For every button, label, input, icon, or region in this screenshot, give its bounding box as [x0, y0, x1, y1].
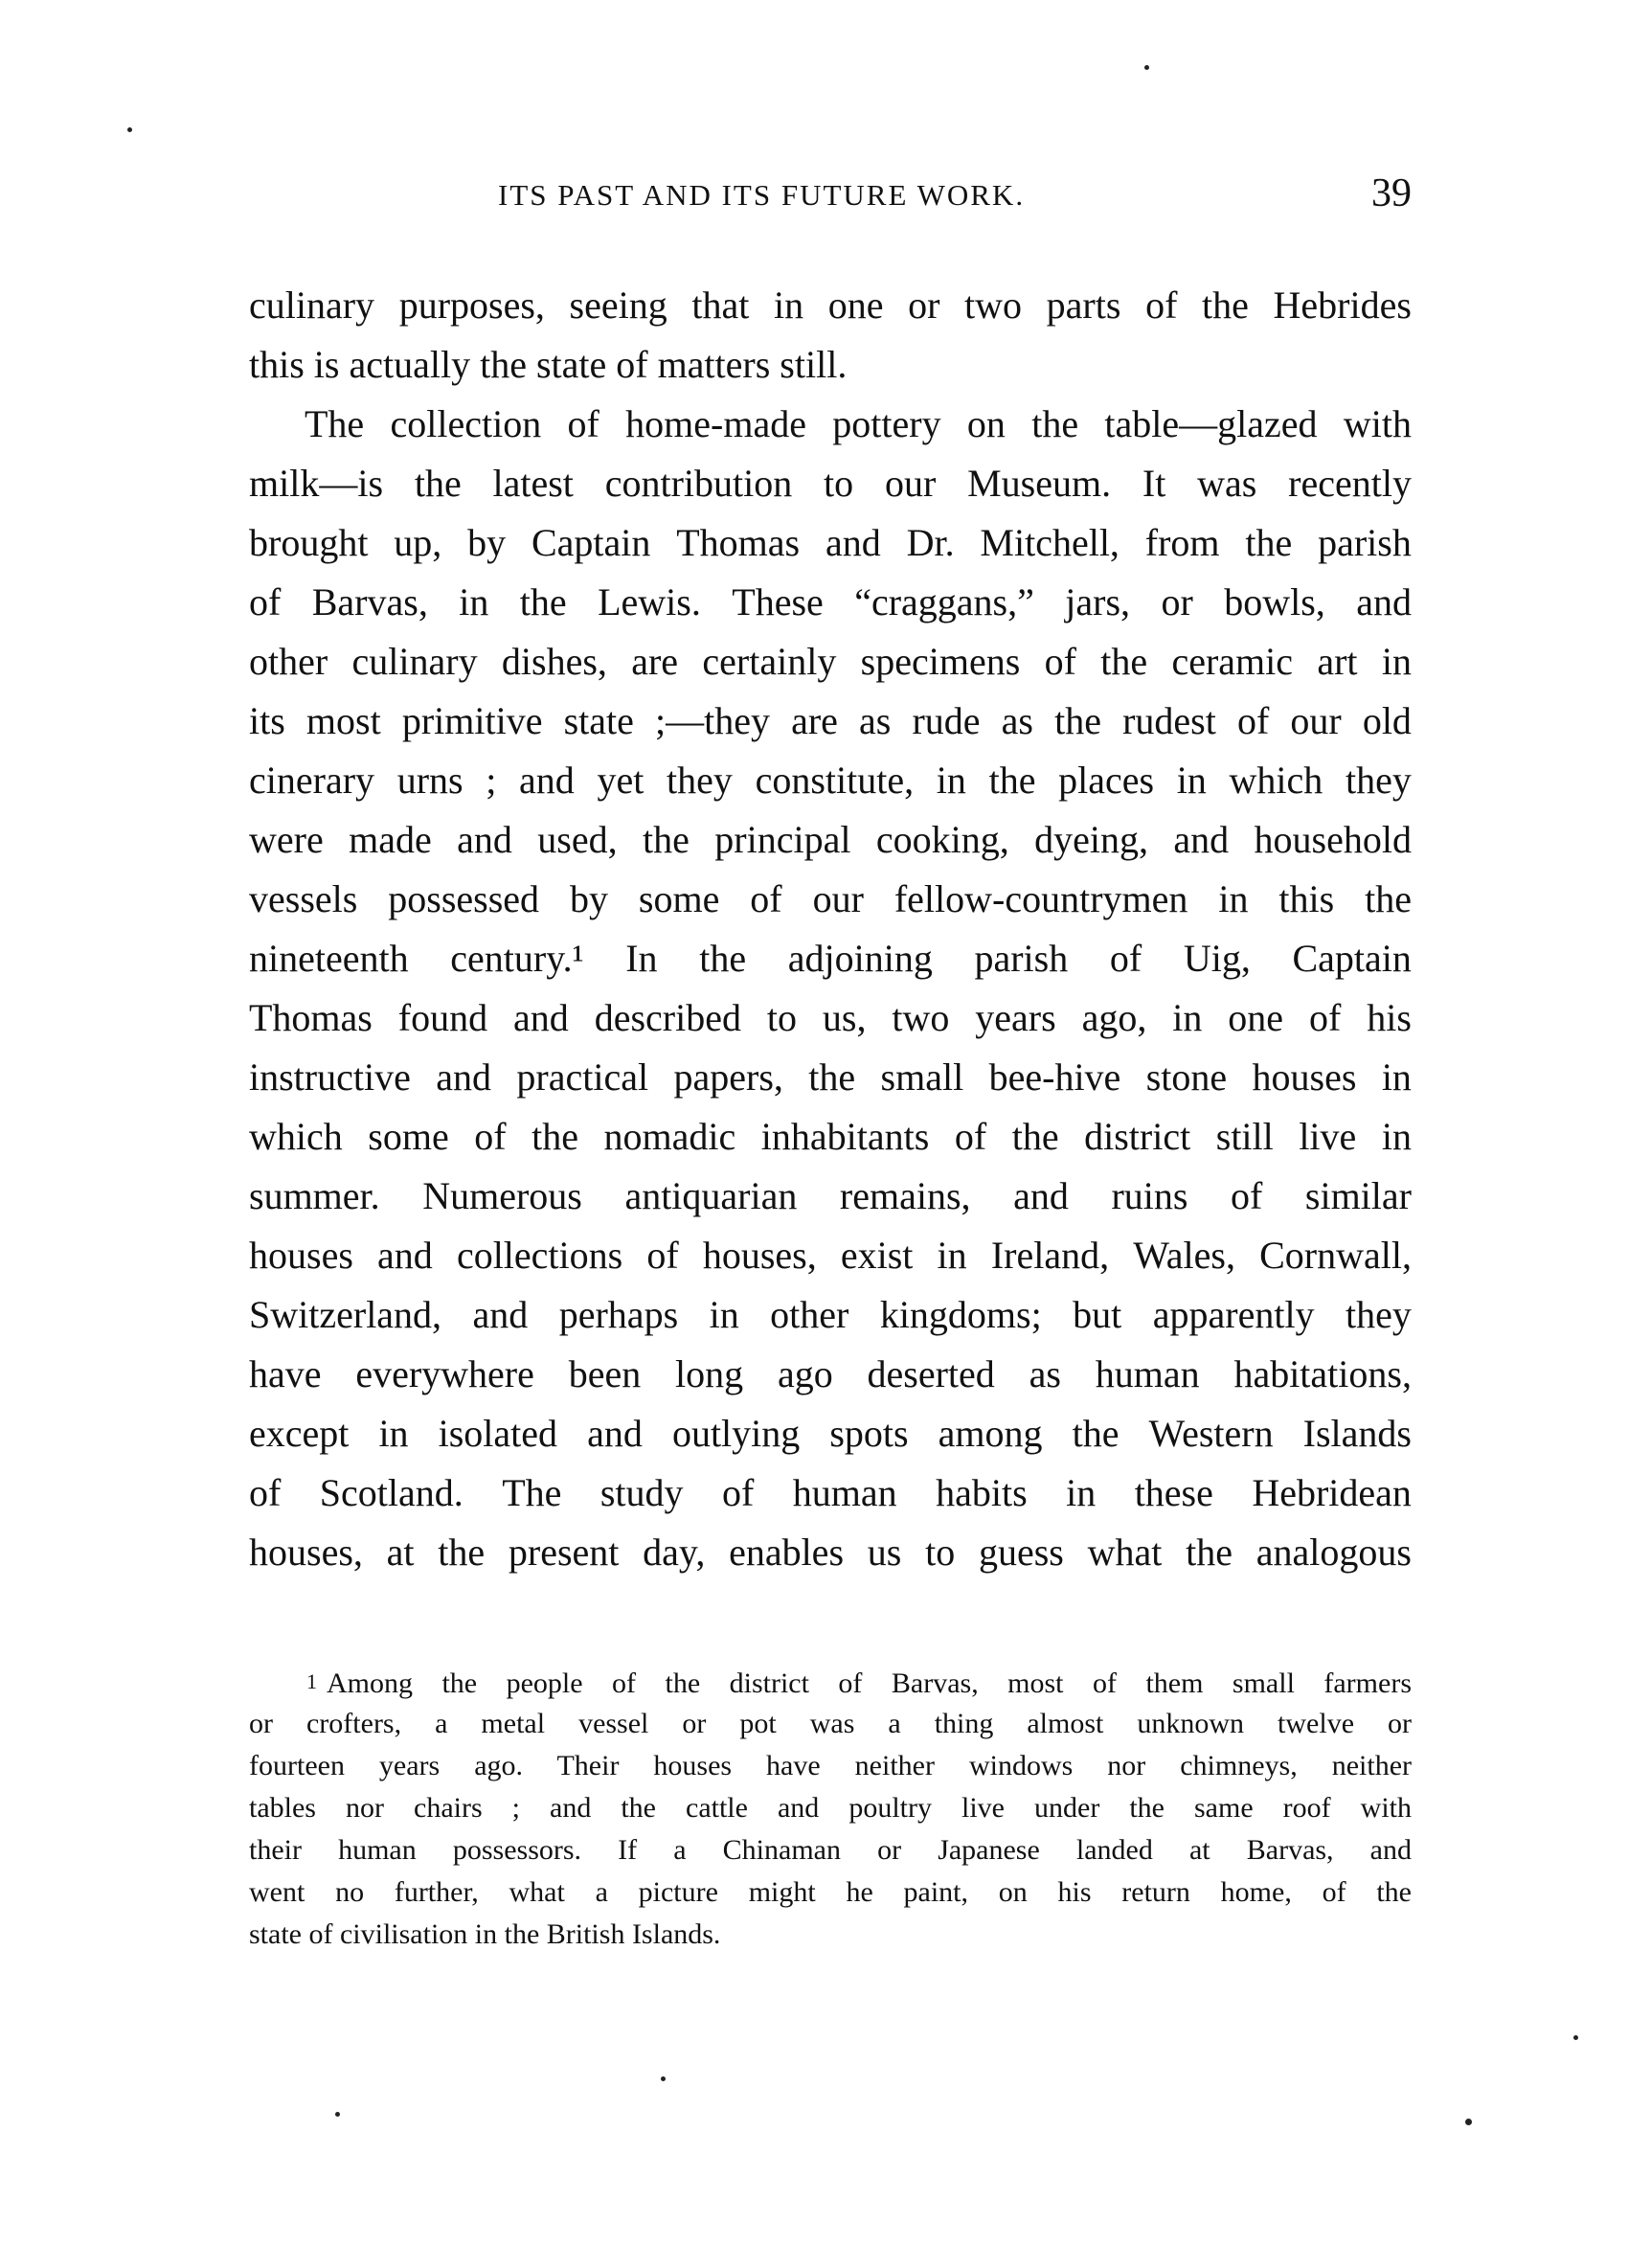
text-line: this is actually the state of matters still.	[249, 343, 848, 386]
footnote-line: went no further, what a picture might he paint, on his return home, of the	[249, 1876, 1412, 1908]
text-line: nineteenth century.¹ In the adjoining parish of Uig, Captain	[249, 937, 1412, 980]
text-line: milk—is the latest contribution to our Museum. It was recently	[249, 462, 1412, 505]
text-line: summer. Numerous antiquarian remains, and ruins of similar	[249, 1174, 1412, 1217]
scan-speck	[1144, 65, 1149, 70]
footnote-text: Among the people of the district of Barvas, most of them small farmers	[327, 1667, 1412, 1699]
text-line: The collection of home-made pottery on the table—glazed with	[305, 402, 1412, 445]
text-line: Switzerland, and perhaps in other kingdoms; but apparently they	[249, 1293, 1412, 1336]
page-number: 39	[1371, 171, 1412, 215]
text-line: houses, at the present day, enables us to guess what the analogous	[249, 1531, 1412, 1574]
text-line: instructive and practical papers, the small bee-hive stone houses in	[249, 1055, 1412, 1099]
footnote-line: or crofters, a metal vessel or pot was a thing almost unknown twelve or	[249, 1708, 1412, 1739]
text-line: except in isolated and outlying spots among the Western Islands	[249, 1412, 1412, 1455]
text-line: which some of the nomadic inhabitants of the district still live in	[249, 1115, 1412, 1158]
text-line: were made and used, the principal cooking, dyeing, and household	[249, 818, 1412, 861]
scan-speck	[127, 127, 132, 132]
text-line: Thomas found and described to us, two years ago, in one of his	[249, 996, 1412, 1039]
footnote-line	[249, 1661, 1412, 1703]
running-title: ITS PAST AND ITS FUTURE WORK.	[498, 178, 1026, 212]
running-header	[249, 171, 1412, 236]
footnote-line: tables nor chairs ; and the cattle and poultry live under the same roof with	[249, 1792, 1412, 1824]
footnote-marker: 1	[306, 1669, 317, 1693]
text-line: culinary purposes, seeing that in one or two parts of the Hebrides	[249, 284, 1412, 327]
footnote-line: their human possessors. If a Chinaman or Japanese landed at Barvas, and	[249, 1834, 1412, 1866]
text-line: have everywhere been long ago deserted as human habitations,	[249, 1352, 1412, 1395]
text-line: other culinary dishes, are certainly specimens of the ceramic art in	[249, 640, 1412, 683]
scan-speck	[661, 2076, 666, 2081]
scan-speck	[335, 2112, 340, 2117]
body-text	[249, 276, 1412, 1582]
footnote-line: state of civilisation in the British Islands.	[249, 1918, 721, 1950]
text-line: its most primitive state ;—they are as rude as the rudest of our old	[249, 699, 1412, 742]
footnote-line: fourteen years ago. Their houses have neither windows nor chimneys, neither	[249, 1750, 1412, 1781]
text-line: cinerary urns ; and yet they constitute, in the places in which they	[249, 759, 1412, 802]
scan-speck	[1465, 2119, 1472, 2125]
text-line: brought up, by Captain Thomas and Dr. Mitchell, from the parish	[249, 521, 1412, 564]
text-line: of Barvas, in the Lewis. These “craggans,” jars, or bowls, and	[249, 580, 1412, 624]
text-line: of Scotland. The study of human habits in these Hebridean	[249, 1471, 1412, 1514]
footnote	[249, 1661, 1412, 1956]
text-line: vessels possessed by some of our fellow-countrymen in this the	[249, 877, 1412, 920]
text-line: houses and collections of houses, exist in Ireland, Wales, Cornwall,	[249, 1234, 1412, 1277]
scan-speck	[1573, 2035, 1578, 2040]
